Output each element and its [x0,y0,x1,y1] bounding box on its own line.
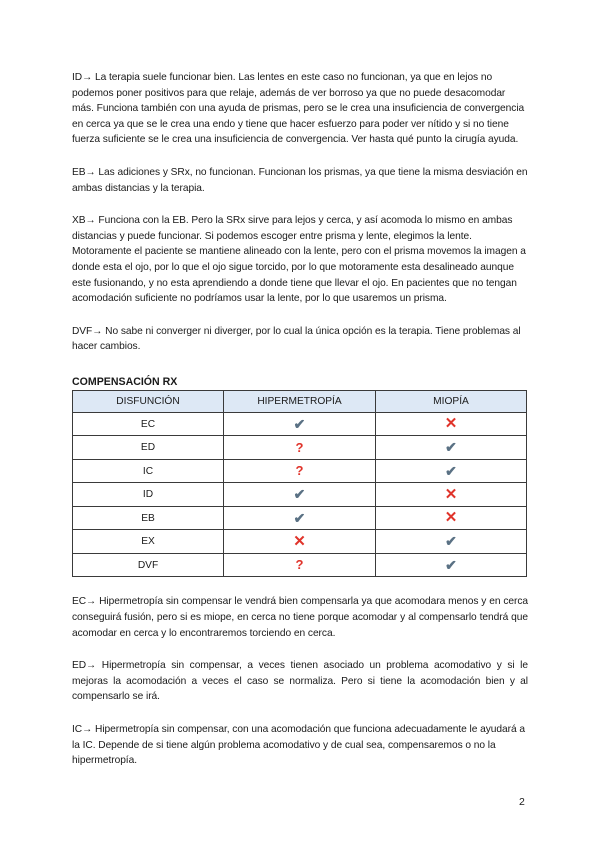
cross-icon: ✕ [444,509,458,527]
miopia-cell [376,483,527,507]
paragraph-ec: EC→ Hipermetropía sin compensar le vendrá bien compensarla ya que acomodara menos y en cerca conseguirá fusión, pero si es miope, en cerca no tiene porque acomodar y al compensarlo tendrá que acomodar en cerca y lo encontraremos torciendo en cerca. [72,596,528,639]
cross-icon: ✕ [444,415,458,433]
question-icon: ? [295,439,304,455]
hipermetropia-cell [224,412,376,436]
paragraph-dvf: DVF→ No sabe ni converger ni diverger, por lo cual la única opción es la terapia. Tiene problemas al hacer cambios. [72,325,521,353]
disfuncion-cell: DVF [73,553,224,577]
disfuncion-cell: ED [73,436,224,460]
check-icon: ✔ [293,415,306,432]
disfuncion-cell: IC [73,459,224,483]
miopia-cell [376,553,527,577]
table-body [73,412,527,577]
table-row [73,530,527,554]
check-icon: ✔ [445,533,457,550]
table-row [73,412,527,436]
cross-icon: ✕ [444,485,458,503]
miopia-cell [376,436,527,460]
table-row [73,483,527,507]
miopia-cell [376,459,527,483]
section-title: COMPENSACIÓN RX [72,375,178,388]
table-row [73,506,527,530]
paragraph-ed: ED→ Hipermetropía sin compensar, a veces tienen asociado un problema acomodativo y si le mejoras la acomodación a veces el caso se normaliza. Pero si tiene la acomodación bien y al compensarlo se irá. [72,660,528,703]
header-disfuncion: DISFUNCIÓN [73,390,224,412]
disfuncion-cell: ID [73,483,224,507]
hipermetropia-cell [224,483,376,507]
check-icon: ✔ [293,509,306,526]
miopia-cell [376,506,527,530]
cross-icon: ✕ [293,532,306,550]
disfuncion-cell: EX [73,530,224,554]
hipermetropia-cell [224,553,376,577]
hipermetropia-cell [224,530,376,554]
check-icon: ✔ [445,556,457,573]
header-miopia: MIOPÍA [376,390,527,412]
header-hipermetropia: HIPERMETROPÍA [224,390,376,412]
check-icon: ✔ [445,439,457,456]
check-icon: ✔ [293,486,306,503]
table-header-row [73,390,527,412]
question-icon: ? [295,557,304,573]
disfuncion-cell: EC [73,412,224,436]
paragraph-xb: XB→ Funciona con la EB. Pero la SRx sirve para lejos y cerca, y así acomoda lo mismo en ambas distancias y puede funcionar. Si podemos escoger entre prisma y lente, elegimos la lente. Motoramente el paciente se mantiene alineado con la lente, pero con el prisma movemos la imagen a donde esta el ojo, por lo que el ojo sigue torcido, por lo que motoramente esta desalineado aunque este fusionando, y no esta aprendiendo a donde tiene que llevar el ojo. En pacientes que no tengan acomodación suficiente no podríamos usar la lente, por lo que usaremos un prisma. [72,215,526,305]
paragraph-id: ID→ La terapia suele funcionar bien. Las lentes en este caso no funcionan, ya que en lejos no podemos poner positivos para que relaje, además de ver borroso ya que no puede desacomodar más. Funciona también con una ayuda de prismas, pero se le crea una insuficiencia de convergencia en cerca ya que se le crea una endo y tiene que hacer esfuerzo para poder ver nítido y si no tiene fuerza suficiente se le crea una insuficiencia de convergencia. Ver hasta qué punto la cirugía ayuda. [72,72,525,146]
table-row [73,459,527,483]
question-icon: ? [295,463,304,479]
hipermetropia-cell [224,459,376,483]
page-number: 2 [519,796,525,808]
miopia-cell [376,412,527,436]
table-row [73,553,527,577]
table-row [73,436,527,460]
hipermetropia-cell [224,506,376,530]
disfuncion-cell: EB [73,506,224,530]
miopia-cell [376,530,527,554]
paragraph-ic: IC→ Hipermetropía sin compensar, con una acomodación que funciona adecuadamente le ayudará a la IC. Depende de si tiene algún problema acomodativo y de cual sea, compensaremos o no la hipermetropía. [72,723,525,767]
hipermetropia-cell [224,436,376,460]
paragraph-eb: EB→ Las adiciones y SRx, no funcionan. Funcionan los prismas, ya que tiene la misma desviación en ambas distancias y la terapia. [72,166,528,194]
page-content [72,70,528,769]
compensation-table [72,390,527,578]
check-icon: ✔ [445,462,457,479]
